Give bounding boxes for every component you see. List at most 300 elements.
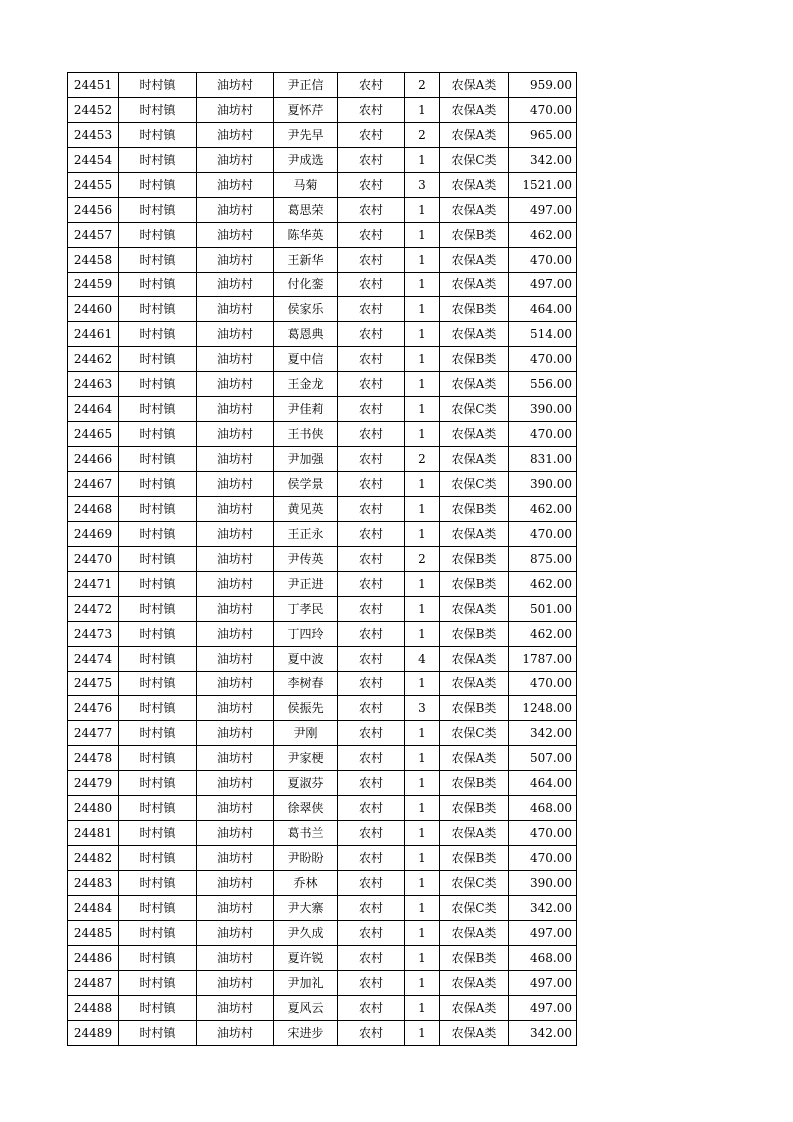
cell-village: 油坊村 xyxy=(197,895,274,920)
cell-type: 农保A类 xyxy=(440,97,509,122)
cell-type: 农保A类 xyxy=(440,671,509,696)
cell-type: 农保A类 xyxy=(440,596,509,621)
cell-count: 1 xyxy=(405,571,440,596)
cell-name: 尹大寨 xyxy=(274,895,338,920)
cell-count: 1 xyxy=(405,521,440,546)
cell-village: 油坊村 xyxy=(197,621,274,646)
cell-village: 油坊村 xyxy=(197,73,274,98)
cell-town: 时村镇 xyxy=(119,671,197,696)
cell-id: 24464 xyxy=(68,397,119,422)
table-row xyxy=(68,447,577,472)
cell-category: 农村 xyxy=(338,571,405,596)
cell-type: 农保A类 xyxy=(440,172,509,197)
cell-name: 葛恩典 xyxy=(274,322,338,347)
cell-amount: 556.00 xyxy=(509,372,577,397)
cell-village: 油坊村 xyxy=(197,846,274,871)
cell-name: 侯家乐 xyxy=(274,297,338,322)
cell-category: 农村 xyxy=(338,596,405,621)
table-row xyxy=(68,546,577,571)
cell-count: 1 xyxy=(405,970,440,995)
cell-village: 油坊村 xyxy=(197,447,274,472)
cell-count: 1 xyxy=(405,721,440,746)
cell-town: 时村镇 xyxy=(119,397,197,422)
cell-town: 时村镇 xyxy=(119,846,197,871)
cell-name: 尹加强 xyxy=(274,447,338,472)
cell-town: 时村镇 xyxy=(119,297,197,322)
cell-id: 24462 xyxy=(68,347,119,372)
cell-amount: 1787.00 xyxy=(509,646,577,671)
cell-town: 时村镇 xyxy=(119,696,197,721)
cell-town: 时村镇 xyxy=(119,322,197,347)
cell-id: 24488 xyxy=(68,995,119,1020)
cell-town: 时村镇 xyxy=(119,122,197,147)
cell-village: 油坊村 xyxy=(197,97,274,122)
cell-category: 农村 xyxy=(338,821,405,846)
cell-name: 尹盼盼 xyxy=(274,846,338,871)
cell-category: 农村 xyxy=(338,122,405,147)
cell-id: 24460 xyxy=(68,297,119,322)
cell-amount: 497.00 xyxy=(509,272,577,297)
cell-type: 农保C类 xyxy=(440,397,509,422)
cell-type: 农保A类 xyxy=(440,995,509,1020)
cell-village: 油坊村 xyxy=(197,272,274,297)
cell-town: 时村镇 xyxy=(119,821,197,846)
cell-count: 1 xyxy=(405,621,440,646)
cell-amount: 470.00 xyxy=(509,422,577,447)
cell-type: 农保A类 xyxy=(440,422,509,447)
cell-category: 农村 xyxy=(338,147,405,172)
cell-category: 农村 xyxy=(338,172,405,197)
cell-town: 时村镇 xyxy=(119,222,197,247)
table-row xyxy=(68,871,577,896)
table-row xyxy=(68,571,577,596)
cell-id: 24475 xyxy=(68,671,119,696)
table-row xyxy=(68,247,577,272)
cell-category: 农村 xyxy=(338,746,405,771)
cell-category: 农村 xyxy=(338,372,405,397)
cell-village: 油坊村 xyxy=(197,771,274,796)
cell-village: 油坊村 xyxy=(197,172,274,197)
cell-amount: 470.00 xyxy=(509,821,577,846)
cell-type: 农保C类 xyxy=(440,721,509,746)
cell-village: 油坊村 xyxy=(197,147,274,172)
cell-type: 农保A类 xyxy=(440,970,509,995)
cell-name: 夏中信 xyxy=(274,347,338,372)
cell-amount: 462.00 xyxy=(509,571,577,596)
cell-name: 宋进步 xyxy=(274,1020,338,1045)
table-row xyxy=(68,621,577,646)
cell-id: 24476 xyxy=(68,696,119,721)
cell-type: 农保B类 xyxy=(440,297,509,322)
table-row xyxy=(68,696,577,721)
cell-town: 时村镇 xyxy=(119,372,197,397)
cell-name: 徐翠侠 xyxy=(274,796,338,821)
cell-town: 时村镇 xyxy=(119,73,197,98)
cell-count: 4 xyxy=(405,646,440,671)
cell-name: 夏风云 xyxy=(274,995,338,1020)
cell-id: 24452 xyxy=(68,97,119,122)
cell-town: 时村镇 xyxy=(119,621,197,646)
cell-id: 24454 xyxy=(68,147,119,172)
cell-count: 1 xyxy=(405,397,440,422)
cell-count: 1 xyxy=(405,472,440,497)
cell-category: 农村 xyxy=(338,796,405,821)
cell-type: 农保A类 xyxy=(440,447,509,472)
cell-count: 3 xyxy=(405,696,440,721)
cell-count: 1 xyxy=(405,372,440,397)
table-row xyxy=(68,347,577,372)
cell-category: 农村 xyxy=(338,322,405,347)
table-row xyxy=(68,422,577,447)
cell-type: 农保A类 xyxy=(440,272,509,297)
cell-town: 时村镇 xyxy=(119,746,197,771)
cell-town: 时村镇 xyxy=(119,920,197,945)
cell-category: 农村 xyxy=(338,721,405,746)
cell-town: 时村镇 xyxy=(119,422,197,447)
cell-name: 尹先早 xyxy=(274,122,338,147)
cell-count: 1 xyxy=(405,1020,440,1045)
table-row xyxy=(68,147,577,172)
cell-village: 油坊村 xyxy=(197,671,274,696)
cell-town: 时村镇 xyxy=(119,995,197,1020)
cell-count: 3 xyxy=(405,172,440,197)
table-row xyxy=(68,1020,577,1045)
cell-count: 1 xyxy=(405,945,440,970)
cell-count: 1 xyxy=(405,222,440,247)
cell-id: 24453 xyxy=(68,122,119,147)
cell-village: 油坊村 xyxy=(197,496,274,521)
cell-amount: 390.00 xyxy=(509,871,577,896)
table-row xyxy=(68,172,577,197)
cell-town: 时村镇 xyxy=(119,272,197,297)
cell-count: 1 xyxy=(405,895,440,920)
table-row xyxy=(68,771,577,796)
cell-name: 王金龙 xyxy=(274,372,338,397)
table-row xyxy=(68,846,577,871)
payment-table xyxy=(67,72,577,1046)
cell-id: 24472 xyxy=(68,596,119,621)
cell-category: 农村 xyxy=(338,646,405,671)
cell-amount: 501.00 xyxy=(509,596,577,621)
cell-id: 24480 xyxy=(68,796,119,821)
table-row xyxy=(68,646,577,671)
table-row xyxy=(68,397,577,422)
cell-count: 1 xyxy=(405,671,440,696)
cell-count: 1 xyxy=(405,796,440,821)
cell-category: 农村 xyxy=(338,771,405,796)
table-row xyxy=(68,721,577,746)
cell-count: 1 xyxy=(405,871,440,896)
cell-name: 尹正进 xyxy=(274,571,338,596)
cell-name: 李树春 xyxy=(274,671,338,696)
cell-amount: 470.00 xyxy=(509,846,577,871)
cell-village: 油坊村 xyxy=(197,197,274,222)
cell-id: 24459 xyxy=(68,272,119,297)
cell-town: 时村镇 xyxy=(119,97,197,122)
cell-id: 24479 xyxy=(68,771,119,796)
cell-town: 时村镇 xyxy=(119,496,197,521)
cell-type: 农保C类 xyxy=(440,472,509,497)
table-row xyxy=(68,122,577,147)
cell-id: 24482 xyxy=(68,846,119,871)
cell-amount: 470.00 xyxy=(509,671,577,696)
cell-type: 农保A类 xyxy=(440,73,509,98)
cell-town: 时村镇 xyxy=(119,521,197,546)
cell-name: 尹正信 xyxy=(274,73,338,98)
cell-name: 黄见英 xyxy=(274,496,338,521)
cell-name: 尹成选 xyxy=(274,147,338,172)
table-row xyxy=(68,272,577,297)
cell-category: 农村 xyxy=(338,521,405,546)
cell-village: 油坊村 xyxy=(197,247,274,272)
cell-type: 农保B类 xyxy=(440,222,509,247)
cell-type: 农保A类 xyxy=(440,372,509,397)
cell-amount: 965.00 xyxy=(509,122,577,147)
table-row xyxy=(68,821,577,846)
cell-type: 农保A类 xyxy=(440,122,509,147)
cell-amount: 1248.00 xyxy=(509,696,577,721)
cell-village: 油坊村 xyxy=(197,222,274,247)
cell-name: 夏许锐 xyxy=(274,945,338,970)
cell-village: 油坊村 xyxy=(197,871,274,896)
cell-category: 农村 xyxy=(338,846,405,871)
table-row xyxy=(68,671,577,696)
cell-village: 油坊村 xyxy=(197,970,274,995)
cell-count: 2 xyxy=(405,546,440,571)
cell-type: 农保B类 xyxy=(440,621,509,646)
cell-village: 油坊村 xyxy=(197,521,274,546)
cell-category: 农村 xyxy=(338,496,405,521)
cell-village: 油坊村 xyxy=(197,546,274,571)
cell-id: 24478 xyxy=(68,746,119,771)
table-row xyxy=(68,73,577,98)
cell-name: 葛思荣 xyxy=(274,197,338,222)
cell-amount: 507.00 xyxy=(509,746,577,771)
cell-village: 油坊村 xyxy=(197,372,274,397)
cell-amount: 342.00 xyxy=(509,1020,577,1045)
cell-amount: 875.00 xyxy=(509,546,577,571)
cell-type: 农保C类 xyxy=(440,147,509,172)
cell-category: 农村 xyxy=(338,247,405,272)
cell-category: 农村 xyxy=(338,945,405,970)
table-row xyxy=(68,97,577,122)
cell-id: 24483 xyxy=(68,871,119,896)
cell-town: 时村镇 xyxy=(119,172,197,197)
table-row xyxy=(68,746,577,771)
cell-amount: 468.00 xyxy=(509,945,577,970)
cell-category: 农村 xyxy=(338,272,405,297)
cell-town: 时村镇 xyxy=(119,895,197,920)
cell-village: 油坊村 xyxy=(197,322,274,347)
cell-amount: 497.00 xyxy=(509,197,577,222)
cell-type: 农保B类 xyxy=(440,496,509,521)
cell-id: 24471 xyxy=(68,571,119,596)
cell-count: 1 xyxy=(405,347,440,372)
cell-name: 夏淑芬 xyxy=(274,771,338,796)
cell-name: 付化銮 xyxy=(274,272,338,297)
cell-type: 农保A类 xyxy=(440,646,509,671)
cell-amount: 342.00 xyxy=(509,721,577,746)
cell-village: 油坊村 xyxy=(197,945,274,970)
table-body xyxy=(68,73,577,1046)
cell-village: 油坊村 xyxy=(197,796,274,821)
cell-name: 丁孝民 xyxy=(274,596,338,621)
cell-id: 24470 xyxy=(68,546,119,571)
cell-id: 24467 xyxy=(68,472,119,497)
cell-name: 侯学景 xyxy=(274,472,338,497)
cell-type: 农保A类 xyxy=(440,920,509,945)
cell-name: 乔林 xyxy=(274,871,338,896)
cell-type: 农保A类 xyxy=(440,521,509,546)
cell-type: 农保B类 xyxy=(440,571,509,596)
table-row xyxy=(68,496,577,521)
cell-town: 时村镇 xyxy=(119,472,197,497)
cell-amount: 470.00 xyxy=(509,347,577,372)
cell-category: 农村 xyxy=(338,347,405,372)
cell-amount: 390.00 xyxy=(509,397,577,422)
cell-id: 24473 xyxy=(68,621,119,646)
cell-town: 时村镇 xyxy=(119,571,197,596)
cell-village: 油坊村 xyxy=(197,1020,274,1045)
cell-name: 尹久成 xyxy=(274,920,338,945)
cell-type: 农保A类 xyxy=(440,746,509,771)
cell-category: 农村 xyxy=(338,222,405,247)
table-row xyxy=(68,322,577,347)
cell-village: 油坊村 xyxy=(197,995,274,1020)
cell-count: 2 xyxy=(405,73,440,98)
cell-id: 24456 xyxy=(68,197,119,222)
cell-category: 农村 xyxy=(338,1020,405,1045)
table-row xyxy=(68,970,577,995)
cell-count: 1 xyxy=(405,496,440,521)
cell-village: 油坊村 xyxy=(197,746,274,771)
table-row xyxy=(68,372,577,397)
cell-id: 24474 xyxy=(68,646,119,671)
cell-count: 1 xyxy=(405,197,440,222)
cell-count: 1 xyxy=(405,322,440,347)
cell-town: 时村镇 xyxy=(119,247,197,272)
cell-town: 时村镇 xyxy=(119,646,197,671)
cell-category: 农村 xyxy=(338,447,405,472)
cell-name: 侯振先 xyxy=(274,696,338,721)
cell-id: 24469 xyxy=(68,521,119,546)
cell-name: 尹刚 xyxy=(274,721,338,746)
cell-count: 1 xyxy=(405,422,440,447)
cell-town: 时村镇 xyxy=(119,1020,197,1045)
cell-amount: 464.00 xyxy=(509,297,577,322)
cell-id: 24487 xyxy=(68,970,119,995)
cell-village: 油坊村 xyxy=(197,821,274,846)
cell-town: 时村镇 xyxy=(119,871,197,896)
cell-category: 农村 xyxy=(338,546,405,571)
cell-category: 农村 xyxy=(338,920,405,945)
cell-village: 油坊村 xyxy=(197,721,274,746)
cell-type: 农保C类 xyxy=(440,895,509,920)
cell-village: 油坊村 xyxy=(197,696,274,721)
cell-village: 油坊村 xyxy=(197,297,274,322)
cell-town: 时村镇 xyxy=(119,596,197,621)
cell-category: 农村 xyxy=(338,671,405,696)
cell-category: 农村 xyxy=(338,197,405,222)
cell-id: 24485 xyxy=(68,920,119,945)
cell-count: 1 xyxy=(405,995,440,1020)
cell-name: 马菊 xyxy=(274,172,338,197)
cell-type: 农保A类 xyxy=(440,197,509,222)
cell-name: 王正永 xyxy=(274,521,338,546)
cell-amount: 468.00 xyxy=(509,796,577,821)
cell-town: 时村镇 xyxy=(119,147,197,172)
cell-amount: 831.00 xyxy=(509,447,577,472)
cell-count: 1 xyxy=(405,596,440,621)
cell-amount: 390.00 xyxy=(509,472,577,497)
cell-village: 油坊村 xyxy=(197,571,274,596)
cell-amount: 464.00 xyxy=(509,771,577,796)
cell-type: 农保B类 xyxy=(440,945,509,970)
cell-category: 农村 xyxy=(338,297,405,322)
cell-count: 1 xyxy=(405,272,440,297)
cell-count: 1 xyxy=(405,821,440,846)
cell-amount: 497.00 xyxy=(509,970,577,995)
cell-name: 尹传英 xyxy=(274,546,338,571)
cell-category: 农村 xyxy=(338,995,405,1020)
cell-count: 1 xyxy=(405,846,440,871)
cell-count: 2 xyxy=(405,122,440,147)
cell-town: 时村镇 xyxy=(119,197,197,222)
cell-type: 农保A类 xyxy=(440,1020,509,1045)
cell-count: 1 xyxy=(405,247,440,272)
table-row xyxy=(68,796,577,821)
cell-amount: 342.00 xyxy=(509,147,577,172)
cell-category: 农村 xyxy=(338,970,405,995)
cell-id: 24466 xyxy=(68,447,119,472)
table-row xyxy=(68,596,577,621)
cell-count: 1 xyxy=(405,97,440,122)
cell-town: 时村镇 xyxy=(119,945,197,970)
cell-village: 油坊村 xyxy=(197,920,274,945)
cell-amount: 470.00 xyxy=(509,97,577,122)
cell-count: 1 xyxy=(405,147,440,172)
cell-id: 24486 xyxy=(68,945,119,970)
cell-id: 24481 xyxy=(68,821,119,846)
cell-town: 时村镇 xyxy=(119,347,197,372)
cell-name: 葛书兰 xyxy=(274,821,338,846)
cell-name: 王书侠 xyxy=(274,422,338,447)
cell-name: 尹佳莉 xyxy=(274,397,338,422)
table-row xyxy=(68,995,577,1020)
cell-village: 油坊村 xyxy=(197,422,274,447)
cell-name: 尹加礼 xyxy=(274,970,338,995)
cell-type: 农保B类 xyxy=(440,546,509,571)
cell-type: 农保A类 xyxy=(440,322,509,347)
cell-type: 农保B类 xyxy=(440,846,509,871)
cell-id: 24455 xyxy=(68,172,119,197)
cell-category: 农村 xyxy=(338,871,405,896)
table-row xyxy=(68,197,577,222)
cell-town: 时村镇 xyxy=(119,771,197,796)
table-row xyxy=(68,895,577,920)
cell-name: 夏怀芹 xyxy=(274,97,338,122)
cell-town: 时村镇 xyxy=(119,970,197,995)
cell-count: 1 xyxy=(405,746,440,771)
cell-town: 时村镇 xyxy=(119,721,197,746)
cell-category: 农村 xyxy=(338,422,405,447)
cell-amount: 959.00 xyxy=(509,73,577,98)
cell-id: 24484 xyxy=(68,895,119,920)
cell-amount: 462.00 xyxy=(509,621,577,646)
cell-amount: 470.00 xyxy=(509,521,577,546)
cell-amount: 462.00 xyxy=(509,222,577,247)
cell-category: 农村 xyxy=(338,472,405,497)
